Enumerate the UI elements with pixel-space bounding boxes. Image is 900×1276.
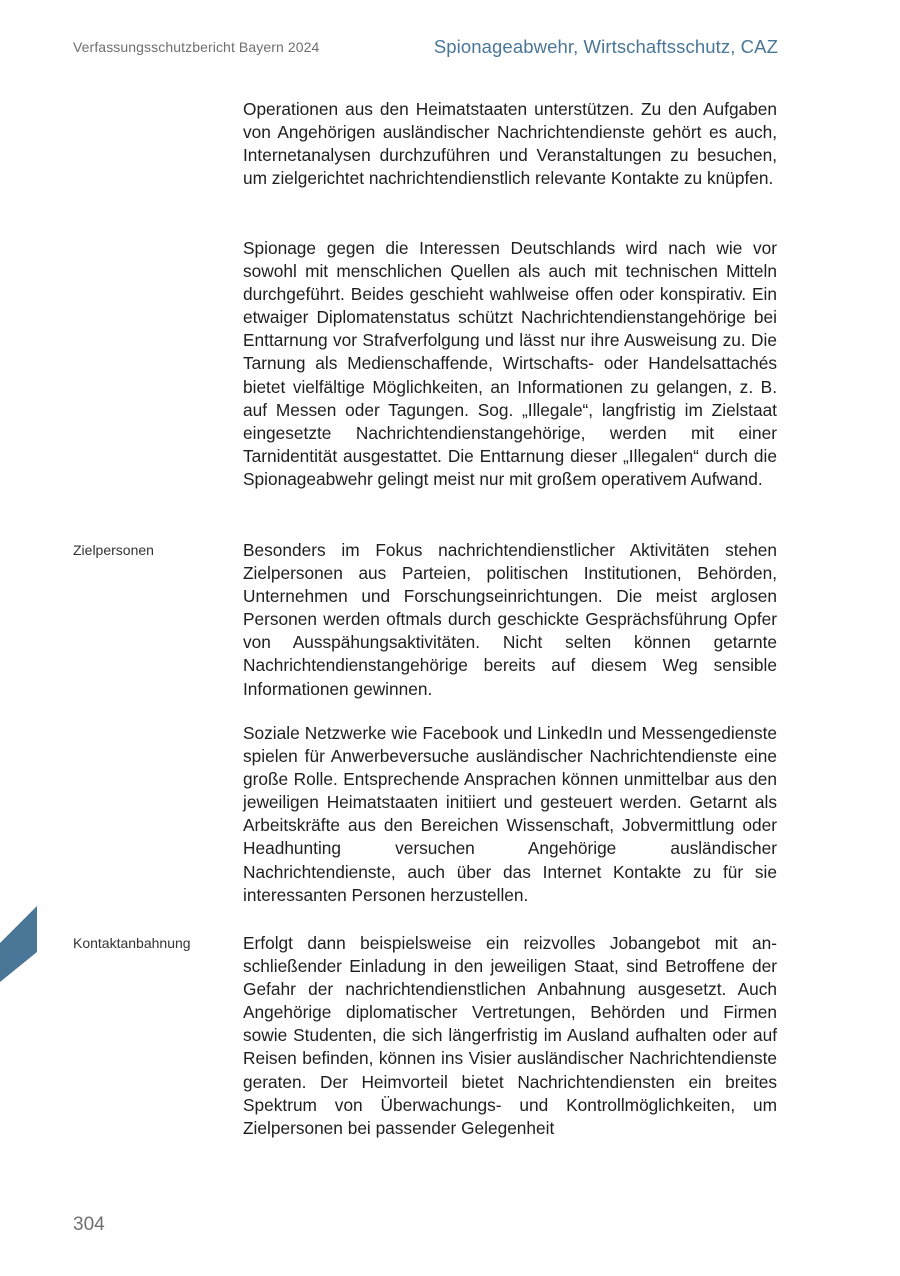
paragraph-2: Spionage gegen die Interessen Deutschlands wird nach wie vor sowohl mit menschlichen Quellen als auch mit technischen Mitteln durchgeführt. Beides geschieht wahlweise offen oder konspirativ. Ein etwaiger Diplomatenstatus schützt Nachrichtendienstangehörige bei Enttarnung vor Strafverfolgung und lässt nur ihre Ausweisung zu. Die Tarnung als Medienschaffende, Wirtschafts- oder Handelsattachés bietet vielfältige Möglichkeiten, an Informationen zu gelangen, z. B. auf Messen oder Tagungen. Sog. „Illegale“, langfristig im Zielstaat eingesetzte Nachrichtendienstangehörige, werden mit einer Tarnidentität ausgestattet. Die Enttarnung dieser „Illegalen“ durch die Spionageabwehr gelingt meist nur mit großem operativem Aufwand. <box>243 238 777 489</box>
margin-label-zielpersonen: Zielpersonen <box>73 542 154 558</box>
paragraph-5: Erfolgt dann beispielsweise ein reizvolles Jobangebot mit anschließender Einladung in den jeweiligen Staat, sind Betroffene der Gefahr der nachrichtendienstlichen Anbahnung ausgesetzt. Auch Angehörige diplomatischer Vertretungen, Behörden und Firmen sowie Studenten, die sich längerfristig im Ausland aufhalten oder auf Reisen befinden, können ins Visier ausländischer Nachrichtendienste geraten. Der Heimvorteil bietet Nachrichtendiensten ein breites Spektrum von Überwachungs- und Kontrollmöglichkeiten, um Zielpersonen bei passender Gelegenheit <box>243 933 777 1138</box>
margin-label-kontaktanbahnung: Kontaktanbahnung <box>73 935 191 951</box>
page-number: 304 <box>73 1214 105 1235</box>
paragraph-4: Soziale Netzwerke wie Facebook und LinkedIn und Messengedienste spielen für Anwerbeversuche ausländischer Nachrichtendienste eine große Rolle. Entsprechende Ansprachen können unmittelbar aus den jeweiligen Heimatstaaten initiiert und gesteuert werden. Getarnt als Arbeitskräfte aus den Bereichen Wissenschaft, Jobvermittlung oder Headhunting versuchen Angehörige ausländischer Nachrichtendienste, auch über das Internet Kontakte zu für sie interessanten Personen herzustellen. <box>243 723 777 905</box>
paragraph-3: Besonders im Fokus nachrichtendienstlicher Aktivitäten stehen Zielpersonen aus Parteien, politischen Institutionen, Behörden, Unternehmen und Forschungseinrichtungen. Die meist arglosen Personen werden oftmals durch geschickte Gesprächsführung Opfer von Ausspähungsaktivitäten. Nicht selten können getarnte Nachrichtendienstangehörige bereits auf diesem Weg sensible Informationen gewinnen. <box>243 540 777 699</box>
chapter-tab-shape <box>0 906 37 982</box>
running-header-title: Verfassungsschutzbericht Bayern 2024 <box>73 39 320 55</box>
running-header-section: Spionageabwehr, Wirtschaftsschutz, CAZ <box>433 36 778 57</box>
chapter-tab-marker <box>0 906 37 982</box>
paragraph-1: Operationen aus den Heimatstaaten unterstützen. Zu den Aufgaben von Angehörigen ausländischer Nachrichtendienste gehört es auch, Internetanalysen durchzuführen und Veranstaltungen zu besuchen, um zielgerichtet nachrichtendienstlich relevante Kontakte zu knüpfen. <box>243 99 777 189</box>
